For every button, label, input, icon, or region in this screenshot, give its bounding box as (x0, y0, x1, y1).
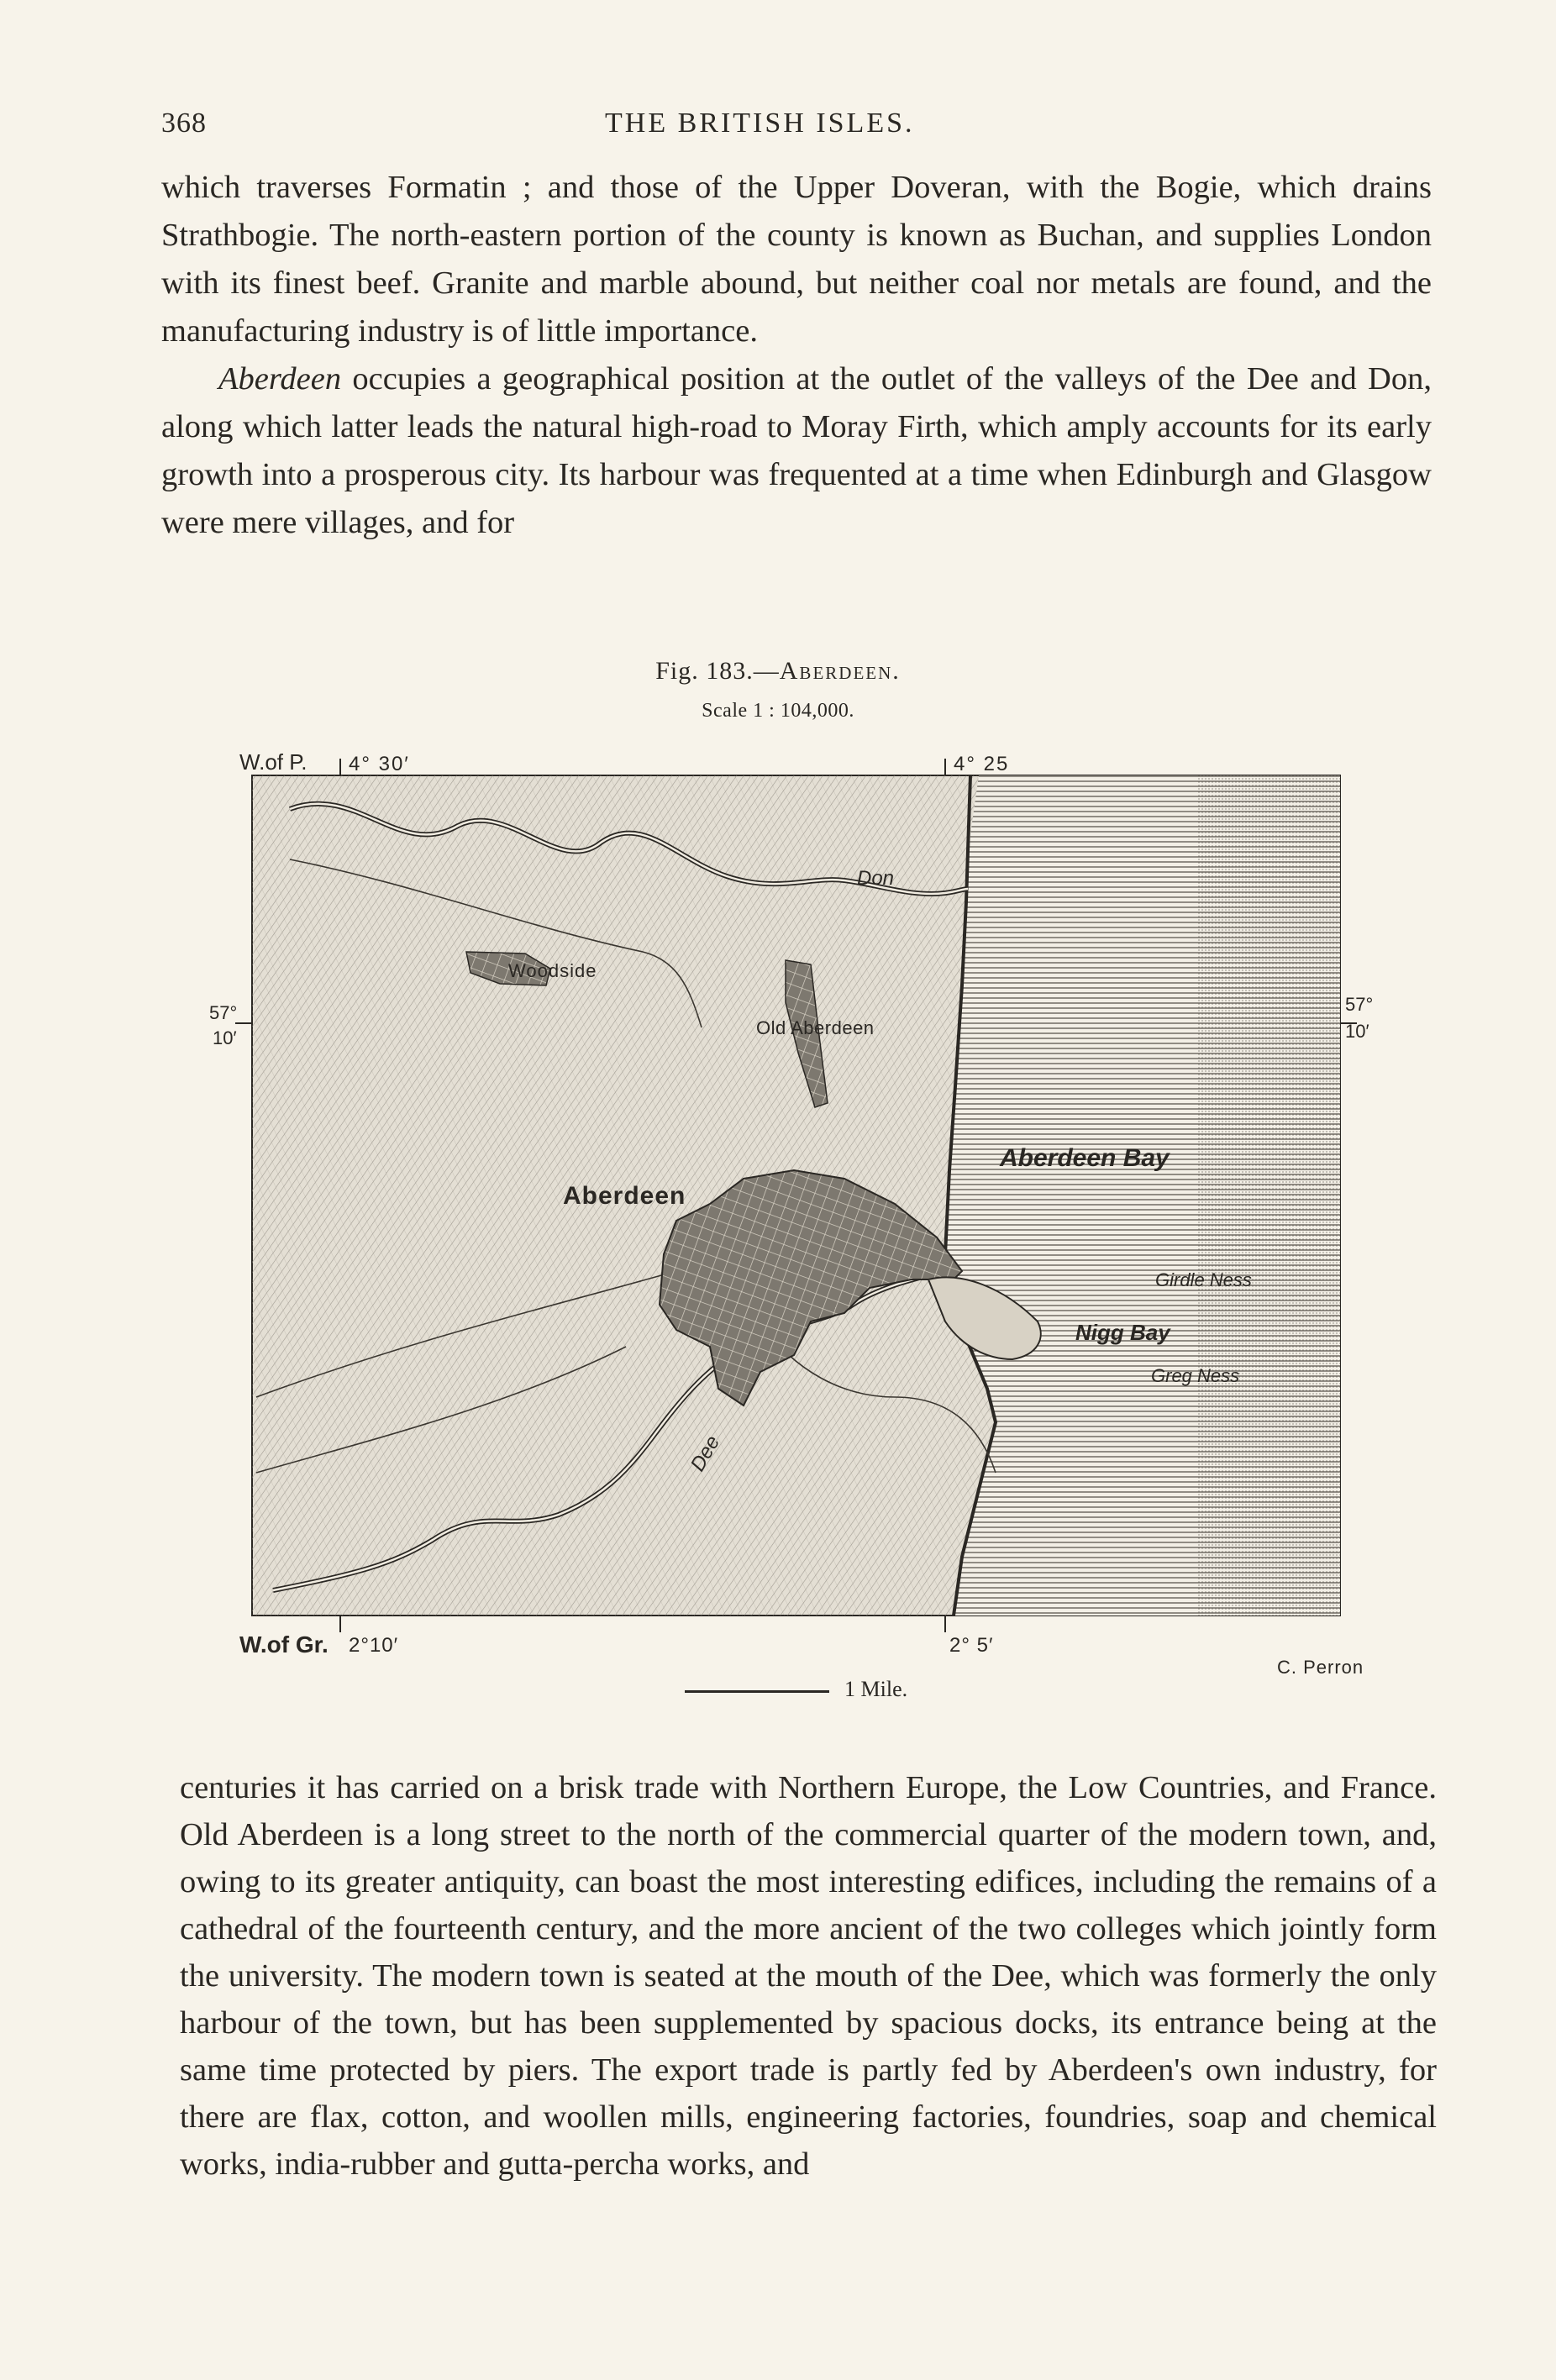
label-aberdeen: Aberdeen (563, 1182, 686, 1210)
paragraph-1: which traverses Formatin ; and those of the Upper Doveran, with the Bogie, which drains Strathbogie. The north-eastern portion of the county is known as Buchan, and supplies London with its finest beef. Granite and marble abound, but neither coal nor metals are found, and the manufacturing industry is of little importance. (161, 170, 1432, 349)
figure-caption (0, 657, 1556, 686)
label-old-aberdeen: Old Aberdeen (756, 1017, 875, 1038)
label-dee: Dee (686, 1432, 725, 1475)
figure-scale: Scale 1 : 104,000. (702, 700, 854, 722)
page-number: 368 (161, 108, 207, 139)
label-w-of-p: W.of P. (239, 749, 308, 775)
label-girdle-ness: Girdle Ness (1155, 1269, 1252, 1290)
label-lat-right-min: 10′ (1345, 1021, 1369, 1042)
label-lon-top-1: 4° 30′ (349, 753, 410, 775)
aberdeen-map (206, 733, 1386, 1658)
paragraph-2-rest: occupies a geographical position at the outlet of the valleys of the Dee and Don, along which latter leads the natural high-road to Moray Firth, which amply accounts for its early growth into a prosperous city. Its harbour was frequented at a time when Edinburgh and Glasgow were mere villages, and for (161, 361, 1432, 540)
paragraph-3: centuries it has carried on a brisk trade with Northern Europe, the Low Countries, and France. Old Aberdeen is a long street to the north of the commercial quarter of the modern town, and, owing to its greater antiquity, can boast the most interesting edifices, including the remains of a cathedral of the fourteenth century, and the more ancient of the two colleges which jointly form the university. The modern town is seated at the mouth of the Dee, which was formerly the only harbour of the town, but has been supplemented by spacious docks, its entrance being at the same time protected by piers. The export trade is partly fed by Aberdeen's own industry, for there are flax, cotton, and woollen mills, engineering factories, foundries, soap and chemical works, india-rubber and gutta-percha works, and (180, 1770, 1437, 2182)
paragraph-2-lead: Aberdeen (218, 361, 342, 397)
label-lon-top-2: 4° 25 (954, 753, 1010, 775)
scale-bar-label: 1 Mile. (844, 1677, 908, 1701)
label-lat-left-deg: 57° (209, 1002, 238, 1023)
label-greg-ness: Greg Ness (1151, 1365, 1240, 1386)
label-lat-right-deg: 57° (1345, 994, 1374, 1015)
label-don: Don (857, 867, 895, 890)
label-lon-bottom-2: 2° 5′ (949, 1634, 994, 1657)
engraver-credit: C. Perron (1277, 1657, 1364, 1678)
running-title: THE BRITISH ISLES. (605, 108, 915, 139)
sea-deep-stipple (1197, 775, 1340, 1616)
figure-caption-prefix: Fig. 183.— (655, 657, 780, 685)
label-woodside: Woodside (508, 960, 597, 981)
figure-caption-title: Aberdeen. (779, 657, 901, 685)
scale-bar (685, 1690, 829, 1693)
label-aberdeen-bay: Aberdeen Bay (1000, 1144, 1170, 1172)
body-text-top (161, 164, 1432, 547)
label-lat-left-min: 10′ (213, 1027, 237, 1048)
label-nigg-bay: Nigg Bay (1075, 1320, 1170, 1345)
paragraph-2 (161, 355, 1432, 547)
label-lon-bottom-1: 2°10′ (349, 1634, 399, 1657)
body-text-bottom (180, 1764, 1437, 2188)
label-w-of-gr: W.of Gr. (239, 1631, 329, 1658)
